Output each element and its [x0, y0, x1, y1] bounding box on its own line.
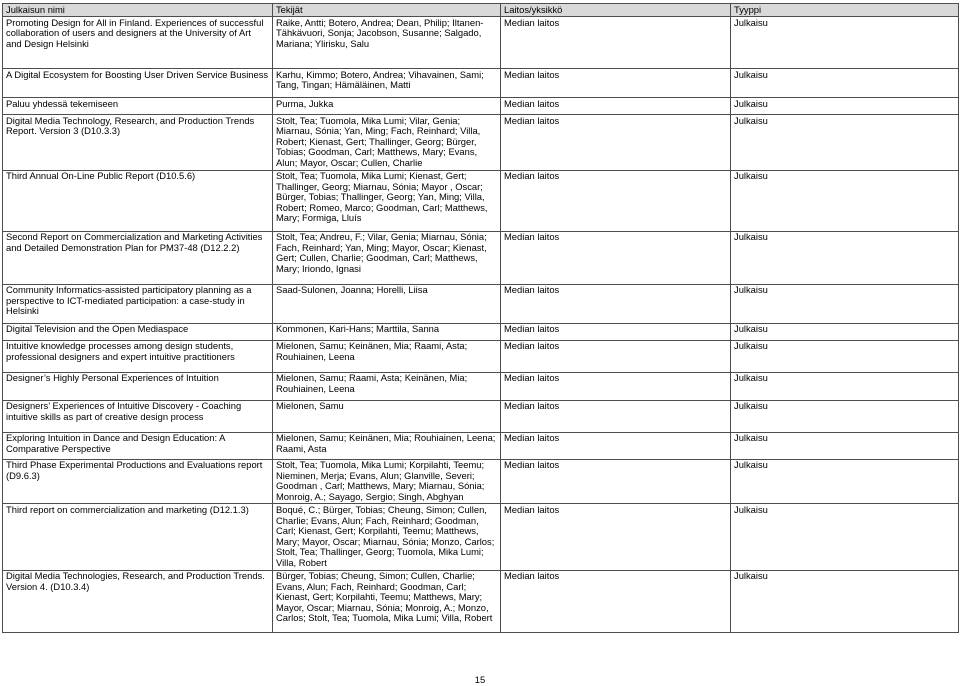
row-title: Promoting Design for All in Finland. Experiences of successful collaboration of users and designers at the University of Art and Design Helsinki: [3, 17, 273, 69]
row-type: Julkaisu: [731, 400, 959, 432]
row-title: Third Phase Experimental Productions and Evaluations report (D9.6.3): [3, 459, 273, 504]
row-unit: Median laitos: [501, 400, 731, 432]
row-type: Julkaisu: [731, 69, 959, 98]
table-row: [3, 323, 959, 340]
publications-table: [2, 3, 959, 633]
table-row: [3, 69, 959, 98]
row-title: Second Report on Commercialization and Marketing Activities and Detailed Demonstration Plan for PM37-48 (D12.2.2): [3, 231, 273, 284]
row-type: Julkaisu: [731, 284, 959, 323]
row-authors: Mielonen, Samu: [273, 400, 501, 432]
row-unit: Median laitos: [501, 459, 731, 504]
header-authors: Tekijät: [273, 4, 501, 17]
row-unit: Median laitos: [501, 372, 731, 400]
row-unit: Median laitos: [501, 69, 731, 98]
table-row: [3, 231, 959, 284]
row-authors: Stolt, Tea; Tuomola, Mika Lumi; Korpilahti, Teemu; Nieminen, Merja; Evans, Alun; Glanville, Severi; Goodman , Carl; Matthews, Mary; Miarnau, Sónia; Monroig, A.; Sayago, Sergio; Singh, Abghyan: [273, 459, 501, 504]
row-type: Julkaisu: [731, 432, 959, 459]
table-row: [3, 432, 959, 459]
table-row: [3, 570, 959, 632]
page-number: 15: [474, 674, 486, 685]
row-type: Julkaisu: [731, 115, 959, 170]
row-title: Paluu yhdessä tekemiseen: [3, 98, 273, 115]
row-unit: Median laitos: [501, 17, 731, 69]
row-type: Julkaisu: [731, 231, 959, 284]
header-type: Tyyppi: [731, 4, 959, 17]
row-type: Julkaisu: [731, 570, 959, 632]
row-unit: Median laitos: [501, 570, 731, 632]
row-authors: Stolt, Tea; Tuomola, Mika Lumi; Vilar, Genia; Miarnau, Sónia; Yan, Ming; Fach, Reinhard; Villa, Robert; Kienast, Gert; Thallinger, Georg; Bürger, Tobias; Goodman, Carl; Matthews, Mary; Evans, Alun; Mayor, Oscar; Cullen, Charlie: [273, 115, 501, 170]
row-title: Digital Media Technologies, Research, and Production Trends. Version 4. (D10.3.4): [3, 570, 273, 632]
table-row: [3, 504, 959, 570]
table-row: [3, 459, 959, 504]
row-unit: Median laitos: [501, 231, 731, 284]
row-type: Julkaisu: [731, 17, 959, 69]
row-authors: Stolt, Tea; Andreu, F.; Vilar, Genia; Miarnau, Sónia; Fach, Reinhard; Yan, Ming; Mayor, Oscar; Kienast, Gert; Cullen, Charlie; Goodman, Carl; Matthews, Mary; Iriondo, Ignasi: [273, 231, 501, 284]
row-type: Julkaisu: [731, 98, 959, 115]
row-title: Exploring Intuition in Dance and Design Education: A Comparative Perspective: [3, 432, 273, 459]
row-type: Julkaisu: [731, 323, 959, 340]
row-title: Community Informatics-assisted participatory planning as a perspective to ICT-mediated participation: a case-study in Helsinki: [3, 284, 273, 323]
row-authors: Stolt, Tea; Tuomola, Mika Lumi; Kienast, Gert; Thallinger, Georg; Miarnau, Sónia; Mayor , Oscar; Bürger, Tobias; Thallinger, Georg; Yan, Ming; Villa, Robert; Romeo, Marco; Goodman, Carl; Matthews, Mary; Formiga, Lluís: [273, 170, 501, 231]
row-type: Julkaisu: [731, 340, 959, 372]
row-title: A Digital Ecosystem for Boosting User Driven Service Business: [3, 69, 273, 98]
row-unit: Median laitos: [501, 98, 731, 115]
table-row: [3, 98, 959, 115]
row-authors: Saad-Sulonen, Joanna; Horelli, Liisa: [273, 284, 501, 323]
row-authors: Raike, Antti; Botero, Andrea; Dean, Philip; Iltanen-Tähkävuori, Sonja; Jacobson, Susanne; Salgado, Mariana; Ylirisku, Salu: [273, 17, 501, 69]
row-type: Julkaisu: [731, 372, 959, 400]
row-unit: Median laitos: [501, 432, 731, 459]
row-type: Julkaisu: [731, 459, 959, 504]
row-unit: Median laitos: [501, 170, 731, 231]
table-row: [3, 170, 959, 231]
row-type: Julkaisu: [731, 170, 959, 231]
row-title: Designer’s Highly Personal Experiences of Intuition: [3, 372, 273, 400]
row-title: Designers’ Experiences of Intuitive Discovery - Coaching intuitive skills as part of creative design process: [3, 400, 273, 432]
row-unit: Median laitos: [501, 323, 731, 340]
row-unit: Median laitos: [501, 115, 731, 170]
row-unit: Median laitos: [501, 284, 731, 323]
table-row: [3, 340, 959, 372]
row-title: Third Annual On-Line Public Report (D10.5.6): [3, 170, 273, 231]
row-authors: Boqué, C.; Bürger, Tobias; Cheung, Simon; Cullen, Charlie; Evans, Alun; Fach, Reinhard; Goodman, Carl; Kienast, Gert; Korpilahti, Teemu; Matthews, Mary; Mayor, Oscar; Miarnau, Sónia; Monzo, Carlos; Stolt, Tea; Thallinger, Georg; Tuomola, Mika Lumi; Villa, Robert: [273, 504, 501, 570]
row-unit: Median laitos: [501, 340, 731, 372]
row-authors: Purma, Jukka: [273, 98, 501, 115]
row-unit: Median laitos: [501, 504, 731, 570]
row-authors: Bürger, Tobias; Cheung, Simon; Cullen, Charlie; Evans, Alun; Fach, Reinhard; Goodman, Carl; Kienast, Gert; Korpilahti, Teemu; Matthews, Mary; Mayor, Oscar; Miarnau, Sónia; Monroig, A.; Monzo, Carlos; Stolt, Tea; Tuomola, Mika Lumi; Villa, Robert: [273, 570, 501, 632]
table-header-row: [3, 4, 959, 17]
header-unit: Laitos/yksikkö: [501, 4, 731, 17]
row-authors: Karhu, Kimmo; Botero, Andrea; Vihavainen, Sami; Tang, Tingan; Hämäläinen, Matti: [273, 69, 501, 98]
row-authors: Mielonen, Samu; Raami, Asta; Keinänen, Mia; Rouhiainen, Leena: [273, 372, 501, 400]
header-title: Julkaisun nimi: [3, 4, 273, 17]
row-title: Digital Television and the Open Mediaspace: [3, 323, 273, 340]
row-authors: Mielonen, Samu; Keinänen, Mia; Raami, Asta; Rouhiainen, Leena: [273, 340, 501, 372]
row-type: Julkaisu: [731, 504, 959, 570]
table-row: [3, 284, 959, 323]
table-row: [3, 115, 959, 170]
row-authors: Mielonen, Samu; Keinänen, Mia; Rouhiainen, Leena; Raami, Asta: [273, 432, 501, 459]
row-title: Third report on commercialization and marketing (D12.1.3): [3, 504, 273, 570]
row-title: Intuitive knowledge processes among design students, professional designers and expert intuitive practitioners: [3, 340, 273, 372]
row-title: Digital Media Technology, Research, and Production Trends Report. Version 3 (D10.3.3): [3, 115, 273, 170]
table-row: [3, 372, 959, 400]
row-authors: Kommonen, Kari-Hans; Marttila, Sanna: [273, 323, 501, 340]
table-row: [3, 400, 959, 432]
table-row: [3, 17, 959, 69]
